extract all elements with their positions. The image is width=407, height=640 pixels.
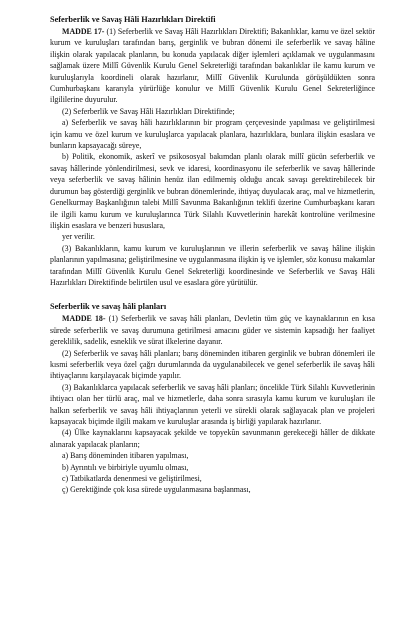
- madde-17-label: MADDE 17-: [62, 27, 105, 36]
- madde-18-paragraph-3: (3) Bakanlıklarca yapılacak seferberlik ve savaş hâli planları; öncelikle Türk Silahlı Kuvvetlerinin ihtiyacı olan her türlü araç, mal ve hizmetlerle, daha sonra sırasıyla kamu kurum ve kuruluşları ile halkın seferberlik ve savaş hâli ihtiyaçlarının yeterli ve sürekli olarak sağlayacak plan ve projeleri kapsayacak biçimde ilgili makam ve kuruluşlar arasında iş birliği yapılarak hazırlanır.: [50, 382, 375, 426]
- madde-18-paragraph-4: (4) Ülke kaynaklarını kapsayacak şekilde ve topyekûn savunmanın gerekeceği hâller de dikkate alınarak yapılacak planların;: [50, 428, 375, 449]
- madde-18-label: MADDE 18-: [62, 314, 106, 324]
- madde-18-paragraph-1: [50, 313, 375, 347]
- madde-17-item-b: b) Politik, ekonomik, askerî ve psikososyal bakımdan planlı olarak millî gücün seferberlik ve savaş hâllerinde yönlendirilmesi, sevk ve idaresi, koordinasyonu ile seferberlik ve savaş hâllerinde veya seferberlik ve savaş hâlinin henüz ilan edilmemiş olduğu ancak savaşı gerektirebilecek bir durumun baş gösterdiği gerginlik ve bubran dönemlerinde, ihtiyaç duyulacak araç, mal ve hizmetlerin, Genelkurmay Başkanlığının talebi Millî Savunma Bakanlığının teklifi üzerine Cumhurbaşkanı kararı ile ilgili kamu kurum ve kuruluşlarınca Türk Silahlı Kuvvetlerinin harekât kontrolüne verilmesine ilişkin esaslara ve benzeri hususlara,: [50, 152, 375, 230]
- section-title-directive: Seferberlik ve Savaş Hâli Hazırlıkları Direktifi: [50, 15, 216, 24]
- madde-17-paragraph-1: [50, 26, 375, 106]
- madde-18-text-1: (1) Seferberlik ve savaş hâli planları, Devletin tüm güç ve kaynaklarının en kısa sürede seferberlik ve savaş durumuna getirilmesi amacını güder ve sistemin kapsadığı her faaliyet gereklilik, sadelik, esneklik ve sürat ilkelerine dayanır.: [50, 314, 375, 347]
- madde-17-item-a: a) Seferberlik ve savaş hâli hazırlıklarının bir program çerçevesinde yapılması ve geliştirilmesi için kamu ve özel kurum ve kuruluşlarca yapılacak planlara, hazırlıklara, bunlara ilişkin esaslara ve bunların kapsayacağı süreye,: [50, 118, 375, 151]
- madde-18-item-cc: ç) Gerektiğinde çok kısa sürede uygulanmasına başlanması,: [62, 485, 251, 495]
- madde-18-item-b: b) Ayrıntılı ve birbiriyle uyumlu olması,: [62, 462, 189, 472]
- madde-17-closing: yer verilir.: [62, 232, 95, 242]
- madde-17-paragraph-2: (2) Seferberlik ve Savaş Hâli Hazırlıkları Direktifinde;: [62, 106, 235, 116]
- section-title-plans: Seferberlik ve savaş hâli planları: [50, 302, 167, 312]
- section-spacer: [50, 288, 375, 301]
- madde-17-paragraph-3: (3) Bakanlıkların, kamu kurum ve kuruluşlarının ve illerin seferberlik ve savaş hâline ilişkin planlarının yapılmasına; geliştirilmesine ve uygulanmasına ilişkin iş ve işlemler, söz konusu makamlar tarafından Millî Güvenlik Kurulu Genel Sekreterliği koordinesinde ve Seferberlik ve Savaş Hâli Hazırlıkları Direktifinde belirtilen usul ve esaslara göre yürütülür.: [50, 243, 375, 287]
- madde-17-text-1: (1) Seferberlik ve Savaş Hâli Hazırlıkları Direktifi; Bakanlıklar, kamu ve özel sektör kurum ve kuruluşları tarafından barış, gerginlik ve bubran dönemi ile seferberlik ve savaş hâline ilişkin olarak yapılacak planların, bu konuda yapılacak diğer işlemleri açıklamak ve uygulanmasını sağlamak üzere Millî Güvenlik Kurulu Genel Sekreterliği tarafından bakanlıklar ile kamu kurum ve kuruluşlarıyla koordineli olarak hazırlanır, Millî Güvenlik Kurulunda görüşüldükten sonra Cumhurbaşkanı kararıyla yürürlüğe konulur ve Millî Güvenlik Kurulu Genel Sekreterliğince ilgililerine duyurulur.: [50, 27, 375, 105]
- madde-18-paragraph-2: (2) Seferberlik ve savaş hâli planları; barış döneminden itibaren gerginlik ve bubran dönemleri ile kısmi seferberlik veya özel çağrı durumlarında da uygulanabilecek ve genel seferberlik ile savaş hâli ihtiyaçlarını karşılayacak biçimde yapılır.: [50, 348, 375, 381]
- madde-18-item-a: a) Barış döneminden itibaren yapılması,: [62, 451, 189, 461]
- madde-18-item-c: c) Tatbikatlarda denenmesi ve geliştirilmesi,: [62, 474, 202, 484]
